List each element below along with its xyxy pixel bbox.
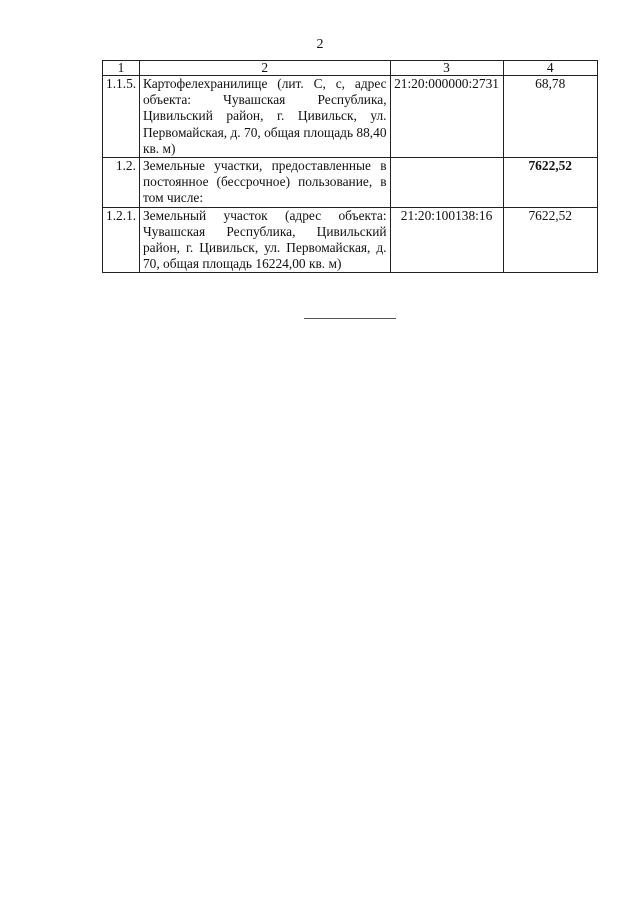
column-header-4: 4 xyxy=(503,61,598,76)
row-number: 1.2. xyxy=(103,158,140,208)
row-value: 7622,52 xyxy=(503,158,598,208)
table-row xyxy=(103,158,598,208)
table-header-row xyxy=(103,61,598,76)
end-separator-line xyxy=(304,318,396,319)
row-cadastral-number: 21:20:000000:2731 xyxy=(390,76,503,158)
column-header-2: 2 xyxy=(139,61,390,76)
row-cadastral-number: 21:20:100138:16 xyxy=(390,207,503,273)
page-number: 2 xyxy=(316,37,324,52)
column-header-1: 1 xyxy=(103,61,140,76)
row-description: Земельный участок (адрес объекта: Чувашская Республика, Цивильский район, г. Цивильск, ул. Первомайская, д. 70, общая площадь 16224,00 кв. м) xyxy=(139,207,390,273)
table-row xyxy=(103,207,598,273)
table-row xyxy=(103,76,598,158)
row-number: 1.2.1. xyxy=(103,207,140,273)
row-description: Картофелехранилище (лит. С, с, адрес объекта: Чувашская Республика, Цивильский район, г. Цивильск, ул. Первомайская, д. 70, общая площадь 88,40 кв. м) xyxy=(139,76,390,158)
row-value: 68,78 xyxy=(503,76,598,158)
row-description: Земельные участки, предоставленные в постоянное (бессрочное) пользование, в том числе: xyxy=(139,158,390,208)
row-cadastral-number xyxy=(390,158,503,208)
column-header-3: 3 xyxy=(390,61,503,76)
row-value: 7622,52 xyxy=(503,207,598,273)
row-number: 1.1.5. xyxy=(103,76,140,158)
property-table xyxy=(102,60,598,273)
